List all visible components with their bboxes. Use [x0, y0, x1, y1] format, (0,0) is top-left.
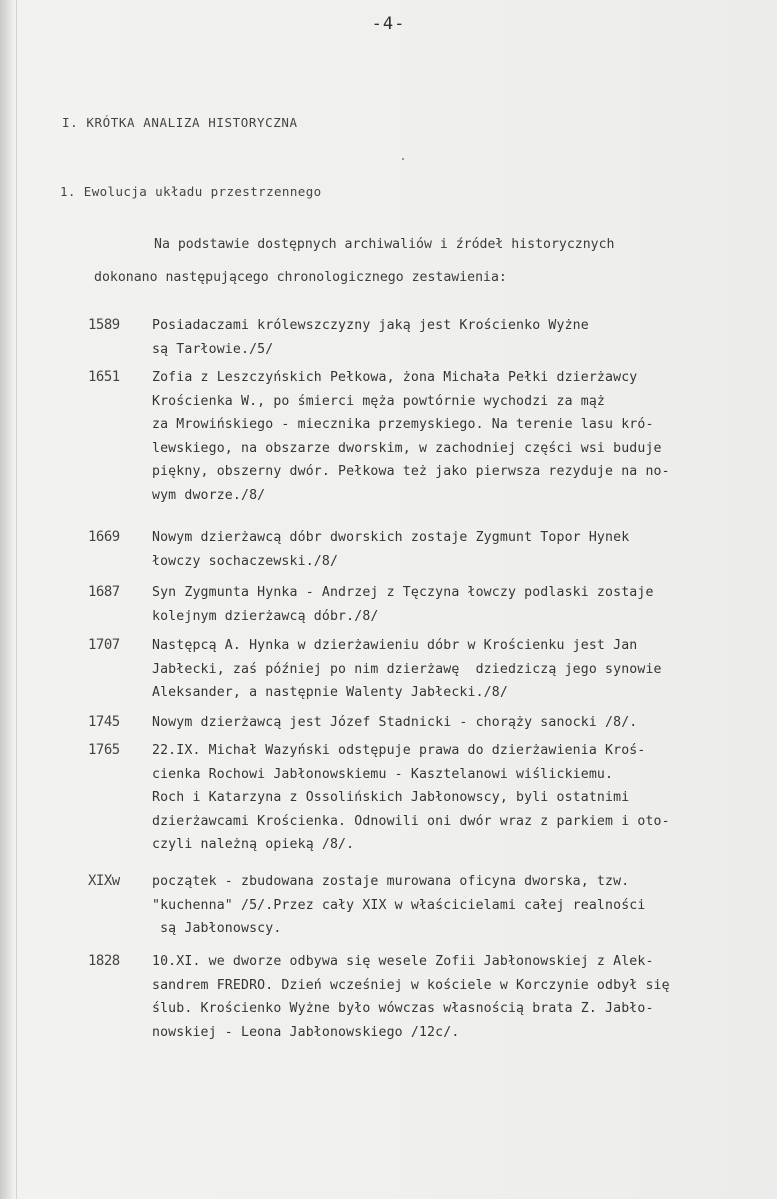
intro-line-2: dokonano następującego chronologicznego zestawienia:	[94, 270, 507, 285]
entry-text: Nowym dzierżawcą dóbr dworskich zostaje Zygmunt Topor Hynek łowczy sochaczewski./8/	[152, 530, 630, 569]
intro-paragraph	[94, 228, 734, 294]
page-number: -4-	[371, 14, 406, 34]
entry-text: Następcą A. Hynka w dzierżawieniu dóbr w Krościenku jest Jan Jabłecki, zaś później po nim dzierżawę dziedziczą jego synowie Aleksander, a następnie Walenty Jabłecki./8/	[152, 638, 662, 701]
entry-year: 1589	[88, 317, 120, 333]
entry-year: 1828	[88, 953, 120, 969]
entry-text: 10.XI. we dworze odbywa się wesele Zofii Jabłonowskiej z Alek- sandrem FREDRO. Dzień wcześniej w kościele w Korczynie odbył się ślub. Krościenko Wyżne było wówczas własnością brata Z. Jabło- nowskiej - Leona Jabłonowskiego /12c/.	[152, 954, 670, 1040]
section-title: I. KRÓTKA ANALIZA HISTORYCZNA	[62, 115, 298, 130]
entry-text: Syn Zygmunta Hynka - Andrzej z Tęczyna łowczy podlaski zostaje kolejnym dzierżawcą dóbr./8/	[152, 585, 654, 624]
page-left-edge-shadow	[0, 0, 14, 1199]
entry-year: 1707	[88, 637, 120, 653]
intro-line-1: Na podstawie dostępnych archiwaliów i źródeł historycznych	[154, 237, 615, 252]
entry-year: XIXw	[88, 873, 120, 889]
entry-year: 1687	[88, 584, 120, 600]
entry-text: Nowym dzierżawcą jest Józef Stadnicki - chorąży sanocki /8/.	[152, 715, 638, 730]
entry-year: 1651	[88, 369, 120, 385]
entry-year: 1745	[88, 714, 120, 730]
entry-text: Posiadaczami królewszczyzny jaką jest Krościenko Wyżne są Tarłowie./5/	[152, 318, 589, 357]
paper-speck	[402, 158, 404, 160]
entry-text: początek - zbudowana zostaje murowana oficyna dworska, tzw. "kuchenna" /5/.Przez cały XIX w właścicielami całej realności są Jabłonowscy.	[152, 874, 646, 937]
page-fold-line	[16, 0, 17, 1199]
subsection-title: 1. Ewolucja układu przestrzennego	[60, 184, 322, 199]
entry-year: 1669	[88, 529, 120, 545]
entry-year: 1765	[88, 742, 120, 758]
entry-text: Zofia z Leszczyńskich Pełkowa, żona Michała Pełki dzierżawcy Krościenka W., po śmierci męża powtórnie wychodzi za mąż za Mrowińskiego - miecznika przemyskiego. Na terenie lasu kró- lewskiego, na obszarze dworskim, w zachodniej części wsi buduje piękny, obszerny dwór. Pełkowa też jako pierwsza rezyduje na no- wym dworze./8/	[152, 370, 670, 503]
entry-text: 22.IX. Michał Wazyński odstępuje prawa do dzierżawienia Kroś- cienka Rochowi Jabłonowskiemu - Kasztelanowi wiślickiemu. Roch i Katarzyna z Ossolińskich Jabłonowscy, byli ostatnimi dzierżawcami Krościenka. Odnowili oni dwór wraz z parkiem i oto- czyli należną opieką /8/.	[152, 743, 670, 853]
